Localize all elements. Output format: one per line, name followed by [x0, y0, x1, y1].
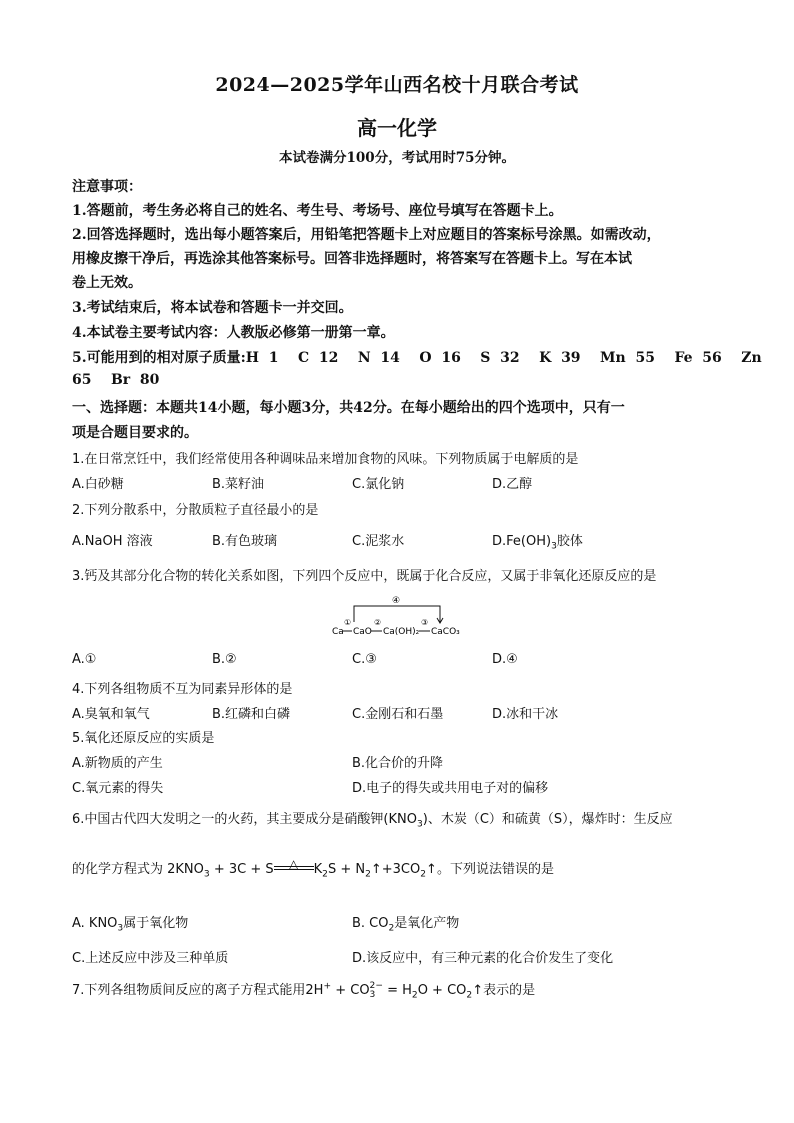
- scheme-caoh2: Ca(OH)₂: [383, 627, 420, 637]
- question-2-option-b[interactable]: B.有色玻璃: [212, 534, 278, 549]
- question-5-stem: 5.氧化还原反应的实质是: [72, 731, 215, 746]
- full-mark-note: 本试卷满分100分，考试用时75分钟。: [279, 150, 515, 166]
- question-6-option-a[interactable]: [72, 912, 188, 934]
- notice-item-4: 4.本试卷主要考试内容：人教版必修第一册第一章。: [72, 325, 395, 341]
- question-5-option-d[interactable]: D.电子的得失或共用电子对的偏移: [352, 781, 549, 796]
- question-4-option-a[interactable]: A.臭氧和氧气: [72, 707, 150, 722]
- question-6-option-b-prefix: B. CO: [352, 916, 389, 931]
- exam-subject: 高一化学: [357, 116, 437, 140]
- question-7-charge: 2−: [369, 980, 383, 991]
- reaction-4-label: ④: [391, 596, 401, 606]
- question-6-eq-prefix: 的化学方程式为 2KNO: [72, 862, 204, 877]
- question-1-option-d[interactable]: D.乙醇: [492, 477, 533, 492]
- notice-item-1: 1.答题前，考生务必将自己的姓名、考生号、考场号、座位号填写在答题卡上。: [72, 203, 563, 219]
- question-6-stem-part-1: 6.中国古代四大发明之一的火药，其主要成分是硝酸钾(KNO: [72, 812, 417, 827]
- question-7-stem-part-2: + CO: [331, 983, 370, 998]
- question-6-option-a-prefix: A. KNO: [72, 916, 118, 931]
- question-6-option-b-suffix: 是氧化产物: [394, 916, 460, 931]
- question-6-eq-tail-1: ↑+3CO: [370, 862, 421, 877]
- question-6-eq-n2-sub: 2: [365, 869, 371, 880]
- question-4-stem: 4.下列各组物质不互为同素异形体的是: [72, 682, 293, 697]
- question-7-stem: [72, 979, 535, 1001]
- exam-title: 2024—2025学年山西名校十月联合考试: [215, 74, 579, 96]
- question-3-stem: 3.钙及其部分化合物的转化关系如图，下列四个反应中，既属于化合反应，又属于非氧化还原反应的是: [72, 569, 657, 584]
- notice-item-2-line-2: 用橡皮擦干净后，再选涂其他答案标号。回答非选择题时，将答案写在答题卡上。写在本试: [72, 251, 632, 267]
- question-2-option-d[interactable]: [492, 530, 583, 552]
- section-1-heading-cont: 项是合题目要求的。: [72, 425, 198, 441]
- question-6-option-b[interactable]: [352, 912, 459, 934]
- question-7-stem-part-3: = H: [382, 983, 412, 998]
- reaction-3-label: ③: [421, 618, 429, 627]
- question-6-option-c[interactable]: C.上述反应中涉及三种单质: [72, 951, 229, 966]
- question-4-option-d[interactable]: D.冰和干冰: [492, 707, 559, 722]
- question-6-option-b-sub: 2: [388, 923, 395, 934]
- question-6-eq-tail-2: ↑。下列说法错误的是: [426, 862, 554, 877]
- question-6-equation-line: [72, 858, 554, 880]
- heat-triangle-icon: △: [288, 857, 299, 871]
- question-5-option-b[interactable]: B.化合价的升降: [352, 756, 444, 771]
- question-1-stem: 1.在日常烹饪中，我们经常使用各种调味品来增加食物的风味。下列物质属于电解质的是: [72, 452, 579, 467]
- question-6-option-a-suffix: 属于氧化物: [123, 916, 189, 931]
- question-6-eq-sub-3: 3: [203, 869, 210, 880]
- question-7-sub-2a: 2: [411, 990, 418, 1001]
- question-7-sub-2b: 2: [466, 990, 473, 1001]
- notice-item-3: 3.考试结束后，将本试卷和答题卡一并交回。: [72, 300, 353, 316]
- question-4-option-b[interactable]: B.红磷和白磷: [212, 707, 291, 722]
- question-7-stem-part-5: ↑表示的是: [472, 983, 536, 998]
- question-3-option-d[interactable]: D.④: [492, 652, 518, 667]
- notice-item-2-line-1: 2.回答选择题时，选出每小题答案后，用铅笔把答题卡上对应题目的答案标号涂黑。如需改动，: [72, 227, 661, 243]
- question-1-option-c[interactable]: C.氯化钠: [352, 477, 405, 492]
- notice-heading: 注意事项：: [72, 179, 142, 195]
- question-1-option-b[interactable]: B.菜籽油: [212, 477, 265, 492]
- notice-item-2-line-3: 卷上无效。: [72, 275, 142, 291]
- question-2-option-d-subscript: 3: [551, 541, 557, 552]
- reaction-2-label: ②: [374, 618, 382, 627]
- scheme-caco3: CaCO₃: [431, 627, 460, 637]
- question-5-option-a[interactable]: A.新物质的产生: [72, 756, 163, 771]
- question-2-option-d-prefix: D.Fe(OH): [492, 534, 552, 549]
- question-7-stem-part-1: 7.下列各组物质间反应的离子方程式能用2H: [72, 983, 324, 998]
- question-6-eq-mid: + 3C + S: [209, 862, 274, 877]
- question-6-eq-k2s-sub: 2: [322, 869, 328, 880]
- question-2-option-a[interactable]: A.NaOH 溶液: [72, 534, 153, 549]
- scheme-ca: Ca: [332, 627, 344, 637]
- scheme-cao: CaO: [353, 627, 372, 637]
- question-7-sub-3: 3: [369, 989, 376, 1000]
- question-6-eq-k2s: K: [313, 862, 323, 877]
- question-3-option-a[interactable]: A.①: [72, 652, 97, 667]
- question-6-stem-part-2: )、木炭（C）和硫黄（S），爆炸时：生反应: [422, 812, 673, 827]
- question-6-eq-k2s-tail: S + N: [327, 862, 366, 877]
- equal-sign-icon: [274, 866, 314, 870]
- question-2-option-d-suffix: 胶体: [556, 534, 583, 549]
- question-3-option-b[interactable]: B.②: [212, 652, 237, 667]
- question-2-option-c[interactable]: C.泥浆水: [352, 534, 405, 549]
- reaction-1-label: ①: [344, 618, 352, 627]
- question-6-kno3-subscript: 3: [416, 819, 423, 830]
- section-1-heading: 一、选择题：本题共14小题，每小题3分，共42分。在每小题给出的四个选项中，只有一: [72, 400, 625, 416]
- question-6-option-d[interactable]: D.该反应中，有三种元素的化合价发生了变化: [352, 951, 614, 966]
- question-4-option-c[interactable]: C.金刚石和石墨: [352, 707, 444, 722]
- notice-item-5-line-1: 5.可能用到的相对原子质量:H 1 C 12 N 14 O 16 S 32 K 39 Mn 55 Fe 56 Zn: [72, 350, 762, 366]
- question-7-h-plus: +: [323, 981, 332, 992]
- question-7-stem-part-4: O + CO: [417, 983, 467, 998]
- question-1-option-a[interactable]: A.白砂糖: [72, 477, 124, 492]
- question-6-eq-co2-sub: 2: [420, 869, 427, 880]
- question-5-option-c[interactable]: C.氧元素的得失: [72, 781, 164, 796]
- calcium-conversion-diagram: [330, 592, 470, 640]
- notice-item-5-line-2: 65 Br 80: [72, 372, 160, 388]
- question-7-carbonate-charge: [370, 982, 383, 1000]
- question-6-stem-line-1: [72, 808, 673, 830]
- question-3-option-c[interactable]: C.③: [352, 652, 377, 667]
- question-2-stem: 2.下列分散系中，分散质粒子直径最小的是: [72, 503, 319, 518]
- question-6-option-a-sub: 3: [117, 923, 124, 934]
